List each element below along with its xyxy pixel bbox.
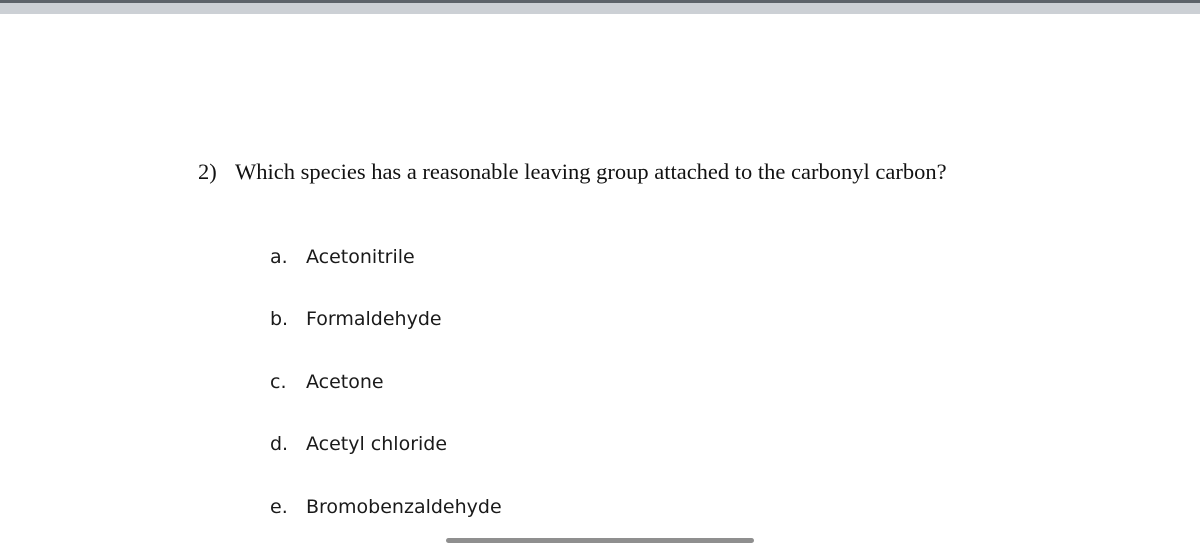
- option-letter: c.: [270, 371, 287, 393]
- option-letter: a.: [270, 246, 288, 268]
- question-number: 2): [198, 159, 217, 184]
- option-b[interactable]: [270, 305, 442, 333]
- option-c[interactable]: [270, 368, 384, 396]
- option-letter: d.: [270, 433, 289, 455]
- option-letter: e.: [270, 496, 288, 518]
- top-toolbar-strip: [0, 0, 1200, 14]
- option-letter: b.: [270, 308, 289, 330]
- question-block: [198, 158, 978, 186]
- option-d[interactable]: [270, 430, 447, 458]
- option-label: Acetyl chloride: [306, 433, 448, 455]
- option-label: Acetonitrile: [306, 246, 415, 268]
- option-label: Acetone: [306, 371, 384, 393]
- option-e[interactable]: [270, 493, 502, 521]
- option-label: Bromobenzaldehyde: [306, 496, 502, 518]
- question-text: Which species has a reasonable leaving group attached to the carbonyl carbon?: [235, 159, 947, 184]
- option-a[interactable]: [270, 243, 415, 271]
- option-label: Formaldehyde: [306, 308, 442, 330]
- home-indicator-bar[interactable]: [446, 538, 754, 543]
